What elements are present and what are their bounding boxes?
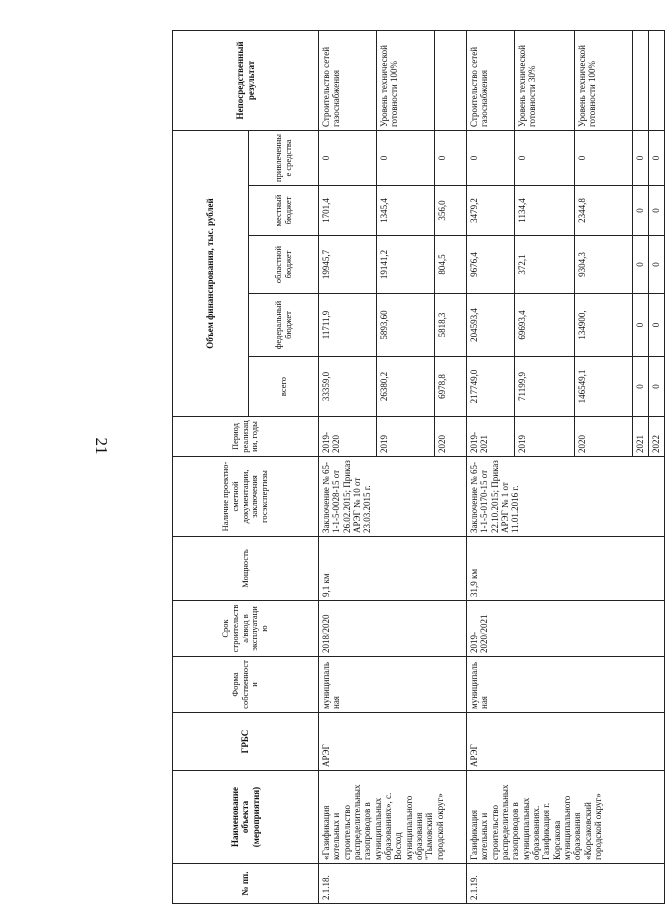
row-number: 2.1.18. [319, 864, 467, 904]
regional-cell: 9676,4 [467, 236, 515, 294]
federal-cell: 69693,4 [515, 294, 575, 357]
regional-cell: 0 [649, 236, 665, 294]
total-cell: 71199,9 [515, 357, 575, 417]
federal-cell: 0 [649, 294, 665, 357]
period-cell: 2021 [633, 417, 649, 457]
period-cell: 2019 [377, 417, 435, 457]
local-cell: 356,0 [435, 186, 467, 236]
regional-cell: 372,1 [515, 236, 575, 294]
capacity-cell: 31,9 км [467, 537, 665, 601]
rotated-table-container [172, 31, 661, 904]
grbs-cell: АРЭГ [467, 713, 665, 771]
result-cell: Уровень технической готовности 100% [575, 30, 633, 130]
attracted-cell: 0 [319, 130, 377, 185]
local-cell: 1134,4 [515, 186, 575, 236]
total-cell: 146549,1 [575, 357, 633, 417]
result-cell: Строительство сетей газоснабжения [319, 30, 377, 130]
result-cell: Уровень технической готовности 100% [377, 30, 435, 130]
attracted-cell: 0 [435, 130, 467, 185]
period-cell: 2020 [575, 417, 633, 457]
federal-cell: 204593,4 [467, 294, 515, 357]
local-cell: 1345,4 [377, 186, 435, 236]
period-cell: 2019-2020 [319, 417, 377, 457]
table-row [319, 30, 377, 903]
attracted-cell: 0 [649, 130, 665, 185]
federal-cell: 5893,60 [377, 294, 435, 357]
regional-cell: 804,5 [435, 236, 467, 294]
header-no: № пп. [173, 864, 319, 904]
ownership-cell: муниципальная [319, 657, 467, 713]
header-grbs: ГРБС [173, 713, 319, 771]
regional-cell: 19945,7 [319, 236, 377, 294]
header-capacity: Мощность [173, 537, 319, 601]
table-row [467, 30, 515, 903]
total-cell: 0 [633, 357, 649, 417]
total-cell: 26380,2 [377, 357, 435, 417]
header-period: Период реализации, годы [173, 417, 319, 457]
object-name: «Газификация котельных и строительство распределительных газопроводов в муниципальных образованиях», с. Восход муниципального образования "Тымовский городской округ» [319, 771, 467, 864]
header-attracted: привлеченные средства [249, 130, 319, 185]
header-ownership: Форма собственности [173, 657, 319, 713]
total-cell: 0 [649, 357, 665, 417]
attracted-cell: 0 [575, 130, 633, 185]
header-financing: Объем финансирования, тыс. рублей [173, 130, 249, 416]
result-cell [435, 30, 467, 130]
term-cell: 2018/2020 [319, 601, 467, 657]
capacity-cell: 9,1 км [319, 537, 467, 601]
result-cell: Строительство сетей газоснабжения [467, 30, 515, 130]
period-cell: 2022 [649, 417, 665, 457]
federal-cell: 5818,3 [435, 294, 467, 357]
grbs-cell: АРЭГ [319, 713, 467, 771]
header-term: Срок строительства/ввод в эксплуатацию [173, 601, 319, 657]
header-federal: федеральный бюджет [249, 294, 319, 357]
regional-cell: 0 [633, 236, 649, 294]
attracted-cell: 0 [377, 130, 435, 185]
header-local: местный бюджет [249, 186, 319, 236]
result-cell [633, 30, 649, 130]
result-cell: Уровень технической готовности 30% [515, 30, 575, 130]
total-cell: 33359,0 [319, 357, 377, 417]
period-cell: 2019 [515, 417, 575, 457]
row-number: 2.1.19. [467, 864, 665, 904]
header-name: Наименование объекта (мероприятия) [173, 771, 319, 864]
ownership-cell: муниципальная [467, 657, 665, 713]
total-cell: 6978,8 [435, 357, 467, 417]
docs-cell: Заключение № 65-1-1-5-0170-15 от 22.10.2015; Приказ АРЭГ № 1 от 11.01.2016 г. [467, 457, 665, 537]
term-cell: 2019-2020/2021 [467, 601, 665, 657]
local-cell: 0 [633, 186, 649, 236]
financing-table [172, 30, 665, 904]
page-number: 21 [92, 437, 111, 455]
result-cell [649, 30, 665, 130]
local-cell: 3479,2 [467, 186, 515, 236]
local-cell: 0 [649, 186, 665, 236]
total-cell: 217749,0 [467, 357, 515, 417]
regional-cell: 9304,3 [575, 236, 633, 294]
local-cell: 2344,8 [575, 186, 633, 236]
header-result: Непосредственный результат [173, 30, 319, 130]
header-total: всего [249, 357, 319, 417]
attracted-cell: 0 [633, 130, 649, 185]
federal-cell: 134900, [575, 294, 633, 357]
federal-cell: 11711,9 [319, 294, 377, 357]
federal-cell: 0 [633, 294, 649, 357]
header-row-1 [173, 30, 249, 903]
attracted-cell: 0 [515, 130, 575, 185]
period-cell: 2019-2021 [467, 417, 515, 457]
local-cell: 1701,4 [319, 186, 377, 236]
docs-cell: Заключение № 65-1-1-5-0028-15 от 26.02.2015; Приказ АРЭГ № 10 от 23.03.2015 г. [319, 457, 467, 537]
header-docs: Наличие проектно-сметной документации, заключения госэкспертизы [173, 457, 319, 537]
regional-cell: 19141,2 [377, 236, 435, 294]
period-cell: 2020 [435, 417, 467, 457]
attracted-cell: 0 [467, 130, 515, 185]
object-name: Газификация котельных и строительство распределительных газопроводов в муниципальных образованиях. Газификация г. Корсакова муниципального образования «Корсаковский городской округ» [467, 771, 665, 864]
header-regional: областной бюджет [249, 236, 319, 294]
